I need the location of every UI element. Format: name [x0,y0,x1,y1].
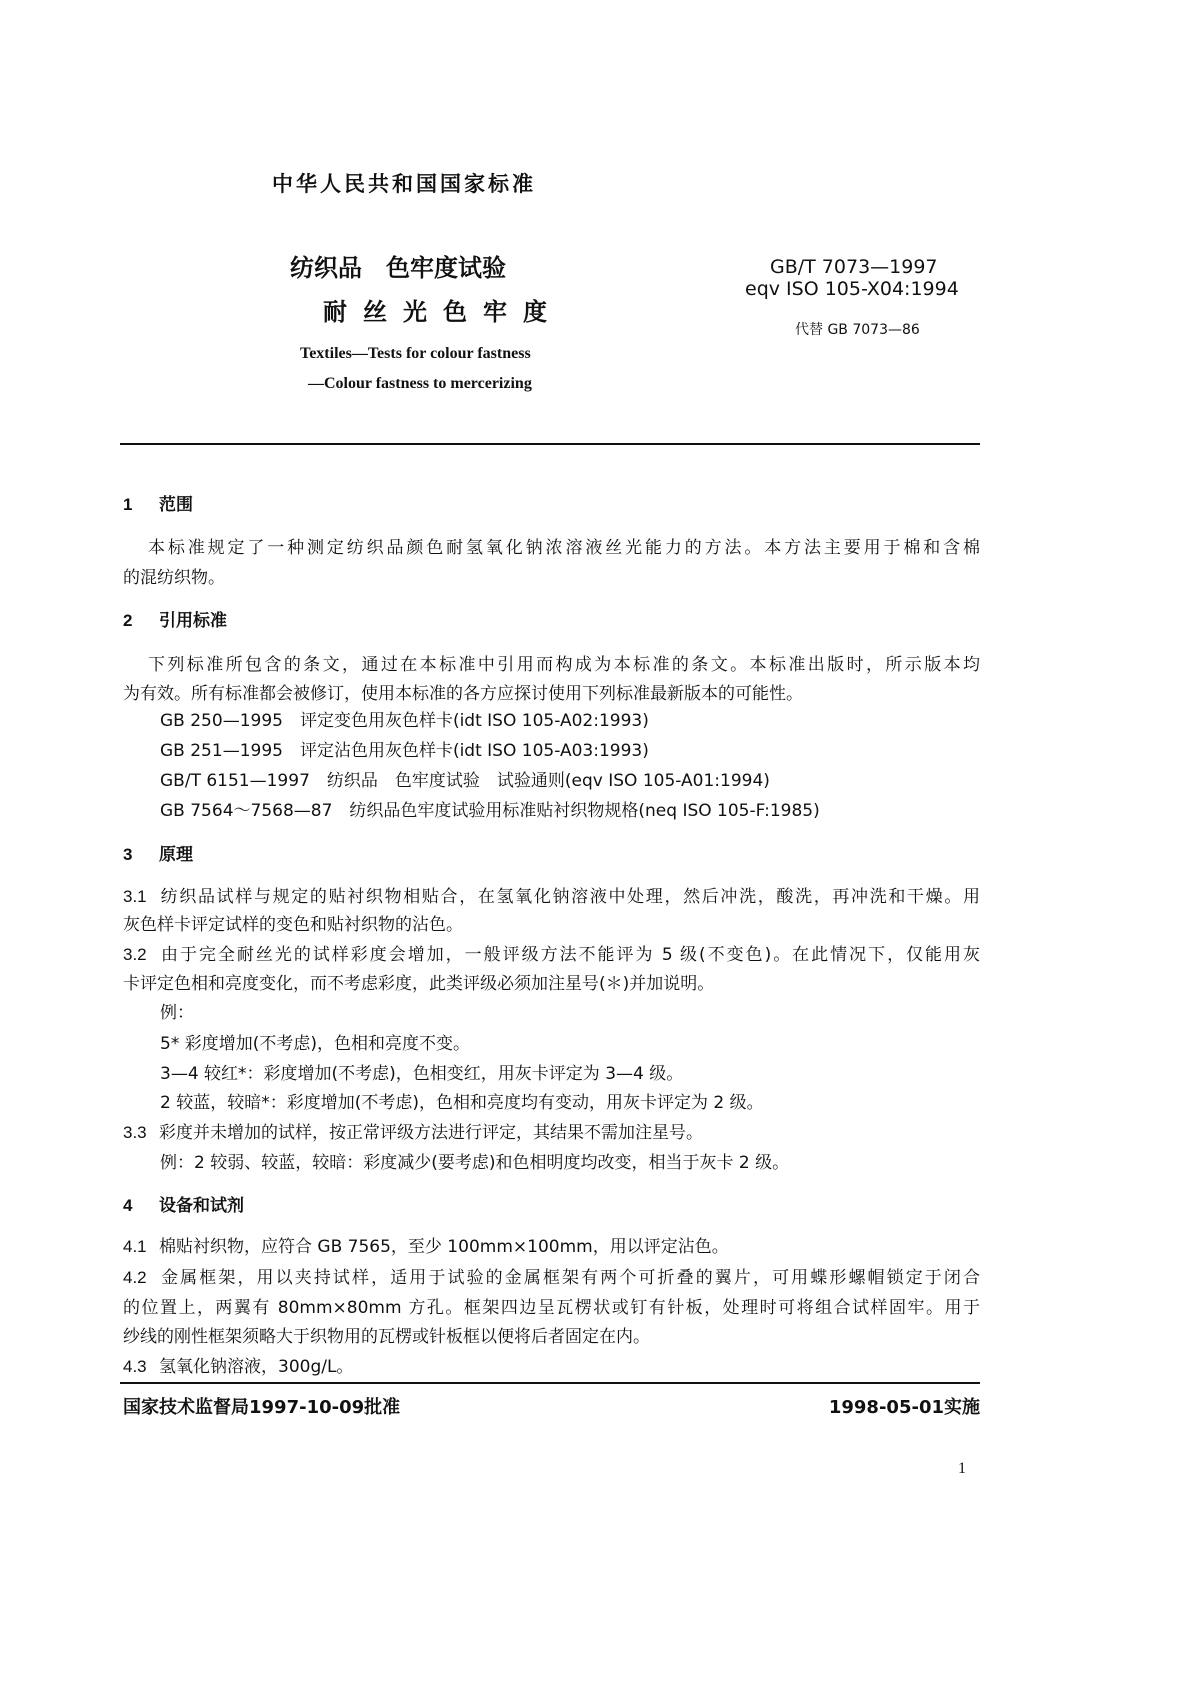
clause-number: 4.2 [123,1268,147,1287]
clause-text: 纺织品试样与规定的贴衬织物相贴合，在氢氧化钠溶液中处理，然后冲洗，酸洗，再冲洗和干燥。用 [159,887,980,907]
clause-3-3-line [123,1122,980,1144]
replaces-standard: 代替 GB 7073—86 [795,322,920,338]
example-item: 3—4 较红*：彩度增加(不考虑)，色相变红，用灰卡评定为 3—4 级。 [160,1064,684,1084]
paragraph-line: 的混纺织物。 [123,568,225,588]
example-item: 2 较蓝，较暗*：彩度增加(不考虑)，色相和亮度均有变动，用灰卡评定为 2 级。 [160,1093,764,1113]
section-title: 引用标准 [159,611,227,631]
clause-number: 4.1 [123,1237,147,1256]
section-number: 4 [123,1196,133,1215]
title-cn-line-2: 耐丝光色牢度 [323,298,563,326]
section-1-heading [123,494,980,516]
reference-item: GB 250—1995 评定变色用灰色样卡(idt ISO 105-A02:1993) [160,711,649,731]
section-number: 1 [123,495,133,514]
clause-number: 3.3 [123,1123,147,1142]
clause-number: 4.3 [123,1357,147,1376]
section-4-heading [123,1195,980,1217]
reference-item: GB 7564～7568—87 纺织品色牢度试验用标准贴衬织物规格(neq ISO 105-F:1985) [160,801,820,821]
clause-text: 由于完全耐丝光的试样彩度会增加，一般评级方法不能评为 5 级(不变色)。在此情况下，仅能用灰 [159,945,980,965]
title-cn-line-1: 纺织品 色牢度试验 [290,254,506,282]
clause-4-3-line [123,1356,980,1378]
example-label: 例： [160,1003,194,1023]
section-title: 原理 [159,845,193,865]
section-3-heading [123,844,980,866]
title-en-line-1: Textiles—Tests for colour fastness [300,345,531,362]
paragraph-line: 为有效。所有标准都会被修订，使用本标准的各方应探讨使用下列标准最新版本的可能性。 [123,684,803,704]
effective-date: 1998-05-01实施 [828,1397,980,1418]
clause-number: 3.2 [123,945,147,964]
approval-date: 国家技术监督局1997-10-09批准 [123,1397,401,1418]
paragraph-line: 的位置上，两翼有 80mm×80mm 方孔。框架四边呈瓦楞状或钉有针板，处理时可将组合试样固牢。用于 [123,1298,980,1318]
clause-number: 3.1 [123,887,147,906]
clause-3-2-line [123,944,980,966]
paragraph-line: 灰色样卡评定试样的变色和贴衬织物的沾色。 [123,915,463,935]
standard-code: GB/T 7073—1997 [770,256,938,278]
equivalent-standard: eqv ISO 105-X04:1994 [745,278,959,300]
section-title: 设备和试剂 [159,1196,244,1216]
section-title: 范围 [159,495,193,515]
clause-4-1-line [123,1236,980,1258]
section-number: 3 [123,845,133,864]
paragraph-line: 本标准规定了一种测定纺织品颜色耐氢氧化钠浓溶液丝光能力的方法。本方法主要用于棉和含棉 [148,538,980,558]
section-2-heading [123,610,980,632]
paragraph-line: 下列标准所包含的条文，通过在本标准中引用而构成为本标准的条文。本标准出版时，所示版本均 [148,655,980,675]
example-item: 5* 彩度增加(不考虑)，色相和亮度不变。 [160,1034,470,1054]
paragraph-line: 卡评定色相和亮度变化，而不考虑彩度，此类评级必须加注星号(＊)并加说明。 [123,974,715,994]
footer-divider [120,1382,980,1384]
header-divider [120,443,980,445]
clause-text: 氢氧化钠溶液，300g/L。 [159,1357,354,1377]
clause-4-2-line [123,1267,980,1289]
national-standard-heading: 中华人民共和国国家标准 [272,172,536,196]
title-en-line-2: —Colour fastness to mercerizing [308,375,532,392]
clause-3-1-line [123,886,980,908]
paragraph-line: 纱线的刚性框架须略大于织物用的瓦楞或针板框以便将后者固定在内。 [123,1327,650,1347]
example-item: 例：2 较弱、较蓝，较暗：彩度减少(要考虑)和色相明度均改变，相当于灰卡 2 级。 [160,1153,790,1173]
section-number: 2 [123,611,133,630]
page-number: 1 [958,1460,966,1477]
clause-text: 金属框架，用以夹持试样，适用于试验的金属框架有两个可折叠的翼片，可用蝶形螺帽锁定于闭合 [159,1268,980,1288]
reference-item: GB/T 6151—1997 纺织品 色牢度试验 试验通则(eqv ISO 105-A01:1994) [160,771,770,791]
reference-item: GB 251—1995 评定沾色用灰色样卡(idt ISO 105-A03:1993) [160,741,649,761]
clause-text: 彩度并未增加的试样，按正常评级方法进行评定，其结果不需加注星号。 [159,1123,703,1143]
clause-text: 棉贴衬织物，应符合 GB 7565，至少 100mm×100mm，用以评定沾色。 [159,1237,729,1257]
